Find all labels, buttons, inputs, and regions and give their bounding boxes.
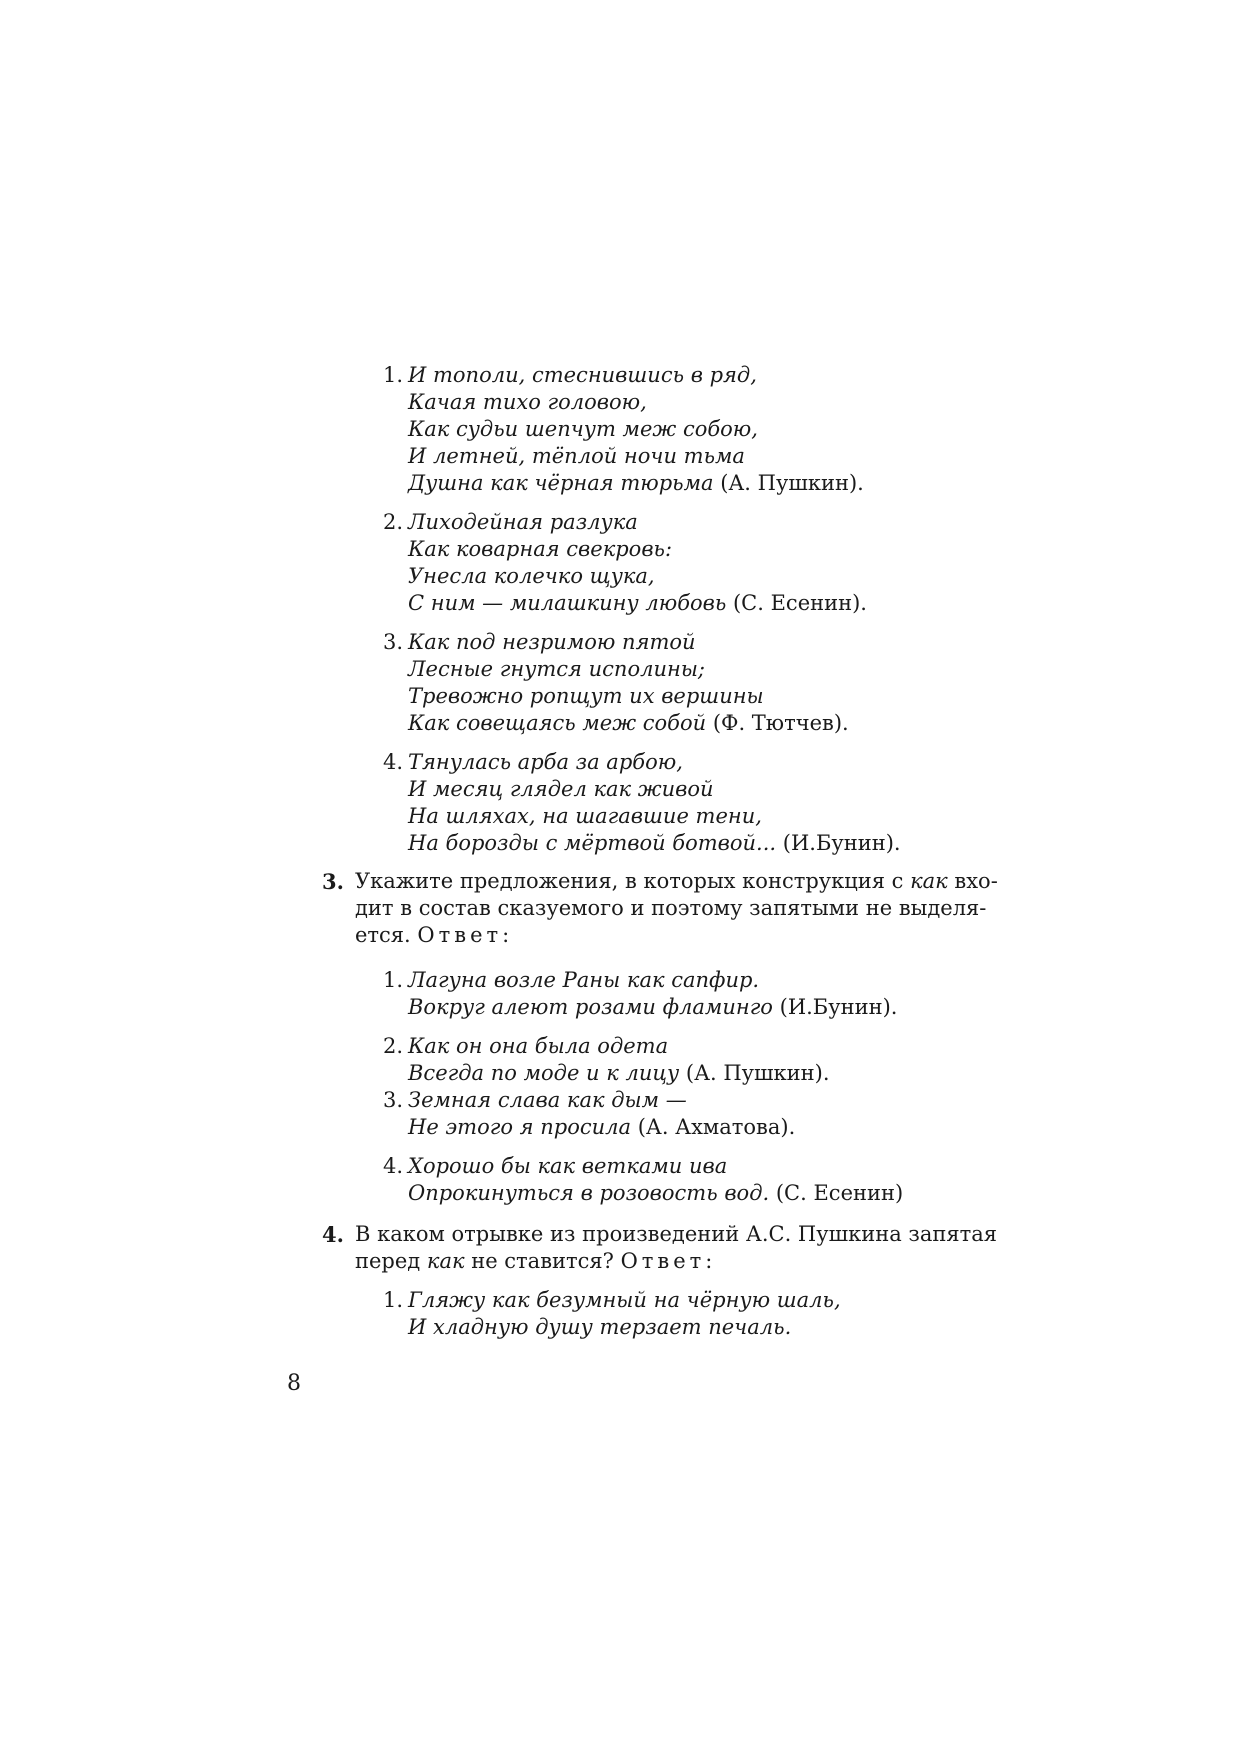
- verse-line: [408, 656, 705, 683]
- variant-number: 1.: [383, 968, 404, 992]
- verse-text: Земная слава как дым —: [408, 1088, 687, 1112]
- verse-text: Не этого я просила: [408, 1115, 632, 1139]
- variant-number: 2.: [383, 1034, 404, 1058]
- verse-attribution: (С. Есенин): [769, 1181, 904, 1205]
- verse-text: Вокруг алеют розами фламинго: [408, 995, 773, 1019]
- verse-line: [408, 362, 757, 389]
- verse-line: [408, 830, 901, 857]
- verse-text: Качая тихо головою,: [408, 390, 647, 414]
- verse-text: И хладную душу терзает печаль.: [408, 1315, 792, 1339]
- verse-text: Как коварная свекровь:: [408, 537, 673, 561]
- question-text-line: В каком отрывке из произведений А.С. Пушкина запятая: [355, 1222, 998, 1246]
- verse-line: [408, 776, 714, 803]
- verse-line: [408, 563, 655, 590]
- verse-line: [408, 1114, 795, 1141]
- verse-line: [408, 803, 762, 830]
- question-text-line: Укажите предложения, в которых конструкция с как вхо-: [355, 869, 998, 893]
- variant-number: 4.: [383, 1154, 404, 1178]
- verse-line: [408, 443, 745, 470]
- verse-line: [408, 1314, 791, 1341]
- verse-line: [408, 629, 696, 656]
- verse-attribution: (А. Пушкин).: [713, 471, 864, 495]
- verse-text: Тревожно ропщут их вершины: [408, 684, 764, 708]
- question-number: 3.: [322, 869, 344, 894]
- verse-text: Хорошо бы как ветками ива: [408, 1154, 728, 1178]
- verse-line: [408, 470, 864, 497]
- variant-number: 1.: [383, 1288, 404, 1312]
- verse-text: Как совещаясь меж собой: [408, 711, 707, 735]
- verse-text: И летней, тёплой ночи тьма: [408, 444, 745, 468]
- verse-text: Как он она была одета: [408, 1034, 669, 1058]
- verse-line: [408, 967, 759, 994]
- question-text-line: дит в состав сказуемого и поэтому запятыми не выделя-: [355, 896, 987, 920]
- verse-text: На шляхах, на шагавшие тени,: [408, 804, 762, 828]
- verse-text: Унесла колечко щука,: [408, 564, 655, 588]
- verse-text: Душна как чёрная тюрьма: [408, 471, 714, 495]
- variant-number: 3.: [383, 630, 404, 654]
- verse-text: Лиходейная разлука: [408, 510, 638, 534]
- verse-line: [408, 749, 683, 776]
- verse-attribution: (А. Ахматова).: [631, 1115, 796, 1139]
- question-number: 4.: [322, 1222, 344, 1247]
- verse-line: [408, 389, 647, 416]
- verse-attribution: (И.Бунин).: [776, 831, 901, 855]
- variant-number: 3.: [383, 1088, 404, 1112]
- verse-attribution: (С. Есенин).: [726, 591, 867, 615]
- verse-attribution: (Ф. Тютчев).: [706, 711, 849, 735]
- verse-text: Лагуна возле Раны как сапфир.: [408, 968, 760, 992]
- verse-text: Тянулась арба за арбою,: [408, 750, 683, 774]
- answer-label: Ответ:: [417, 923, 514, 947]
- verse-text: На борозды с мёртвой ботвой...: [408, 831, 777, 855]
- page-number: 8: [287, 1371, 301, 1396]
- verse-line: [408, 416, 758, 443]
- verse-line: [408, 1087, 687, 1114]
- verse-text: Гляжу как безумный на чёрную шаль,: [408, 1288, 841, 1312]
- answer-label: Ответ:: [620, 1249, 717, 1273]
- verse-text: Всегда по моде и к лицу: [408, 1061, 680, 1085]
- verse-text: Лесные гнутся исполины;: [408, 657, 705, 681]
- verse-text: С ним — милашкину любовь: [408, 591, 727, 615]
- verse-line: [408, 536, 672, 563]
- verse-text: Как судьи шепчут меж собою,: [408, 417, 758, 441]
- verse-line: [408, 1153, 727, 1180]
- verse-attribution: (И.Бунин).: [772, 995, 898, 1019]
- question-text-line: ется. Ответ:: [355, 923, 514, 947]
- verse-line: [408, 1287, 841, 1314]
- verse-attribution: (А. Пушкин).: [679, 1061, 830, 1085]
- verse-line: [408, 1060, 830, 1087]
- verse-line: [408, 1033, 668, 1060]
- verse-text: И месяц глядел как живой: [408, 777, 714, 801]
- verse-line: [408, 710, 849, 737]
- question-text-line: перед как не ставится? Ответ:: [355, 1249, 717, 1273]
- variant-number: 1.: [383, 363, 404, 387]
- verse-text: Как под незримою пятой: [408, 630, 696, 654]
- verse-line: [408, 994, 897, 1021]
- verse-line: [408, 683, 764, 710]
- verse-line: [408, 509, 638, 536]
- verse-line: [408, 1180, 903, 1207]
- verse-text: И тополи, стеснившись в ряд,: [408, 363, 757, 387]
- verse-text: Опрокинуться в розовость вод.: [408, 1181, 770, 1205]
- variant-number: 2.: [383, 510, 404, 534]
- variant-number: 4.: [383, 750, 404, 774]
- verse-line: [408, 590, 867, 617]
